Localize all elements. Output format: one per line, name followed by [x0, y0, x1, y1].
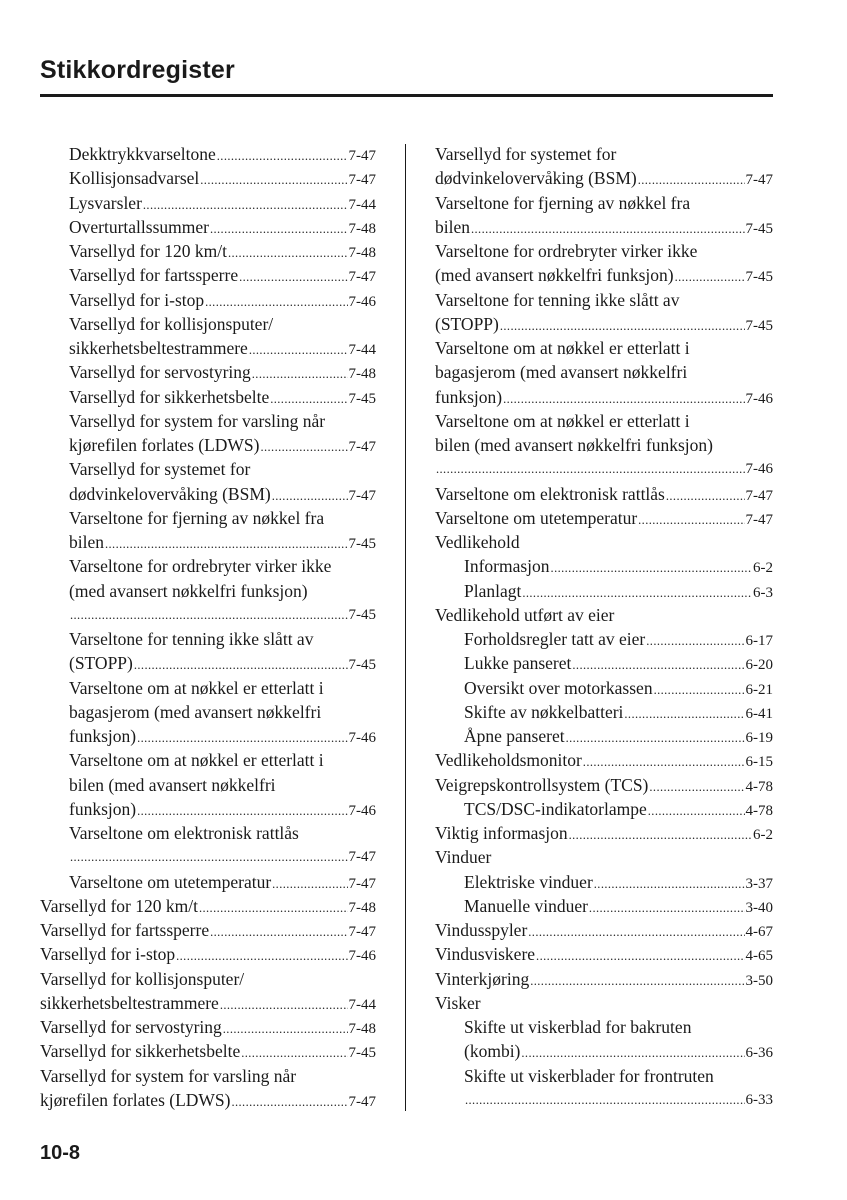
- index-entry-page: 7-46: [745, 461, 773, 478]
- index-entry-page: 6-33: [745, 1091, 773, 1108]
- index-entry: [435, 627, 773, 651]
- index-entry-page: 7-44: [348, 342, 376, 358]
- dot-leader: [205, 290, 347, 312]
- index-entry: [435, 942, 773, 966]
- dot-leader: [70, 845, 348, 869]
- index-entry-term: (kombi): [464, 1041, 521, 1062]
- index-entry-page: 6-20: [745, 657, 773, 674]
- index-heading-line: Varseltone om at nøkkel er etterlatt i: [69, 677, 324, 698]
- index-entry-page: 7-45: [745, 220, 773, 237]
- index-entry-term: Overturtallssummer: [69, 216, 209, 237]
- index-heading-line: Varseltone om elektronisk rattlås: [69, 823, 299, 843]
- index-entry: [40, 1015, 376, 1039]
- index-entry-page: 7-46: [348, 730, 376, 746]
- dot-leader: [675, 265, 745, 287]
- dot-leader: [272, 484, 348, 506]
- dot-leader: [220, 993, 348, 1015]
- index-heading-line: Skifte ut viskerblader for frontruten: [464, 1065, 714, 1086]
- index-entry-term: Vindusspyler: [435, 920, 528, 940]
- dot-leader: [465, 1088, 745, 1112]
- index-entry: [435, 215, 773, 239]
- index-entry-page: 6-2: [753, 560, 773, 577]
- index-entry-page: 7-46: [348, 293, 376, 310]
- index-entry-page: 7-47: [348, 487, 376, 504]
- dot-leader: [223, 1017, 348, 1039]
- dot-leader: [503, 387, 744, 409]
- index-entry: [40, 845, 376, 869]
- index-entry: [435, 554, 773, 578]
- index-entry-page: 7-47: [745, 511, 773, 528]
- dot-leader: [572, 653, 744, 675]
- index-entry-term: Lukke panseret: [464, 653, 572, 674]
- index-entry-page: 6-17: [745, 633, 773, 649]
- index-entry-term: Vinterkjøring: [435, 968, 530, 989]
- index-heading-line: Varseltone for fjerning av nøkkel fra: [435, 192, 691, 213]
- index-entry-term: Skifte av nøkkelbatteri: [464, 701, 624, 722]
- index-entry-page: 7-44: [348, 996, 376, 1013]
- index-entry-page: 7-47: [348, 924, 376, 940]
- index-entry: [435, 506, 773, 530]
- dot-leader: [134, 653, 348, 675]
- index-column-left: [40, 142, 376, 1112]
- index-heading-line: (med avansert nøkkelfri funksjon): [69, 580, 308, 601]
- index-heading-line: Vedlikehold: [435, 532, 520, 552]
- dot-leader: [143, 193, 348, 215]
- index-entry-page: 7-46: [348, 802, 376, 819]
- index-heading-line: Varsellyd for system for varsling når: [69, 410, 326, 431]
- index-column-right: [435, 142, 773, 1112]
- index-heading-line: Varseltone om at nøkkel er etterlatt i: [69, 750, 324, 771]
- index-entry: [435, 457, 773, 481]
- index-entry-term: Varseltone om utetemperatur: [69, 871, 272, 892]
- index-entry-term: Varsellyd for fartssperre: [69, 265, 239, 286]
- dot-leader: [594, 872, 745, 894]
- dot-leader: [231, 1090, 347, 1112]
- dot-leader: [624, 702, 744, 724]
- index-entry-term: Lysvarsler: [69, 192, 142, 213]
- index-entry-term: Veigrepskontrollsystem (TCS): [435, 774, 649, 795]
- index-entry-page: 7-45: [348, 606, 376, 623]
- index-entry-term: Elektriske vinduer: [464, 871, 593, 892]
- index-entry-term: funksjon): [69, 798, 137, 819]
- dot-leader: [646, 629, 744, 651]
- index-entry-term: Planlagt: [464, 580, 522, 601]
- dot-leader: [536, 944, 744, 966]
- index-entry: [435, 1039, 773, 1063]
- column-divider: [405, 144, 406, 1111]
- index-heading-line: Varseltone om at nøkkel er etterlatt i: [435, 410, 690, 431]
- index-entry-term: Viktig informasjon: [435, 823, 568, 843]
- index-entry-page: 7-45: [348, 657, 376, 674]
- index-heading-line: Varsellyd for kollisjonsputer/: [40, 968, 245, 989]
- index-entry: [40, 166, 376, 190]
- index-entry-page: 7-45: [348, 536, 376, 552]
- index-entry-page: 7-46: [348, 948, 376, 965]
- dot-leader: [551, 556, 752, 578]
- index-entry-term: Varsellyd for sikkerhetsbelte: [40, 1041, 241, 1062]
- dot-leader: [638, 508, 744, 530]
- index-entry-page: 7-47: [348, 172, 376, 189]
- dot-leader: [210, 217, 348, 239]
- index-entry-term: (STOPP): [435, 313, 499, 334]
- index-entry-page: 7-44: [348, 196, 376, 213]
- index-heading-line: Varseltone for ordrebryter virker ikke: [435, 241, 698, 261]
- index-heading-line: Varsellyd for systemet for: [435, 144, 617, 164]
- index-entry-term: Varsellyd for servostyring: [69, 362, 251, 383]
- index-entry-page: 7-48: [348, 366, 376, 383]
- index-entry-page: 3-50: [745, 972, 773, 989]
- index-entry-term: Varsellyd for i-stop: [40, 944, 176, 965]
- index-entry-term: Varsellyd for 120 km/t: [40, 895, 198, 916]
- dot-leader: [648, 799, 745, 821]
- index-entry-term: kjørefilen forlates (LDWS): [40, 1089, 231, 1110]
- index-entry: [435, 263, 773, 287]
- index-entry: [435, 312, 773, 336]
- index-entry-term: Varsellyd for i-stop: [69, 289, 205, 310]
- dot-leader: [566, 726, 745, 748]
- index-heading-line: Varseltone for tenning ikke slått av: [435, 289, 680, 310]
- index-entry: [40, 288, 376, 312]
- dot-leader: [260, 435, 347, 457]
- index-entry: [435, 821, 773, 845]
- index-entry-page: 7-45: [348, 390, 376, 407]
- index-entry: [435, 870, 773, 894]
- index-entry-page: 4-78: [745, 778, 773, 795]
- index-heading-line: Varseltone for tenning ikke slått av: [69, 629, 314, 649]
- dot-leader: [272, 872, 347, 894]
- index-heading-line: Varsellyd for systemet for: [69, 459, 251, 480]
- index-entry: [40, 530, 376, 554]
- dot-leader: [654, 678, 745, 700]
- index-entry-term: Varsellyd for sikkerhetsbelte: [69, 386, 270, 407]
- index-entry: [40, 263, 376, 287]
- dot-leader: [137, 726, 347, 748]
- index-entry: [435, 700, 773, 724]
- dot-leader: [471, 217, 745, 239]
- index-entry-term: Informasjon: [464, 556, 550, 577]
- index-entry-term: dødvinkelovervåking (BSM): [435, 168, 637, 189]
- dot-leader: [270, 387, 347, 409]
- index-entry: [435, 579, 773, 603]
- dot-leader: [137, 799, 347, 821]
- dot-leader: [176, 944, 347, 966]
- index-entry-term: Åpne panseret: [464, 726, 565, 746]
- dot-leader: [521, 1041, 744, 1063]
- index-heading-line: Skifte ut viskerblad for bakruten: [464, 1017, 692, 1037]
- index-entry-page: 3-37: [745, 875, 773, 892]
- index-heading-line: Varsellyd for kollisjonsputer/: [69, 313, 274, 334]
- index-entry: [40, 724, 376, 748]
- index-entry: [40, 433, 376, 457]
- index-entry-term: Manuelle vinduer: [464, 895, 588, 916]
- dot-leader: [666, 484, 745, 506]
- index-heading-line: Varsellyd for system for varsling når: [40, 1065, 297, 1086]
- index-entry-page: 6-41: [745, 705, 773, 722]
- index-entry: [435, 166, 773, 190]
- index-entry-term: Varseltone om elektronisk rattlås: [435, 483, 665, 504]
- dot-leader: [241, 1041, 347, 1063]
- index-entry-term: Vindusviskere: [435, 944, 536, 965]
- index-entry-page: 3-40: [745, 899, 773, 916]
- dot-leader: [530, 969, 744, 991]
- index-entry: [40, 1039, 376, 1063]
- index-entry: [40, 142, 376, 166]
- index-entry: [40, 894, 376, 918]
- index-entry: [435, 724, 773, 748]
- index-heading-line: Vinduer: [435, 847, 492, 868]
- index-entry-page: 7-47: [348, 875, 376, 892]
- index-heading-line: bagasjerom (med avansert nøkkelfri: [435, 362, 688, 383]
- index-entry-page: 7-47: [348, 148, 376, 164]
- index-entry-term: funksjon): [435, 386, 503, 407]
- index-entry-page: 7-45: [745, 269, 773, 286]
- index-entry: [40, 797, 376, 821]
- index-entry: [435, 894, 773, 918]
- index-entry: [40, 870, 376, 894]
- index-heading-line: Vedlikehold utført av eier: [435, 604, 615, 625]
- index-heading-line: bilen (med avansert nøkkelfri: [69, 774, 276, 795]
- index-entry-term: bilen: [69, 532, 104, 552]
- index-entry-term: kjørefilen forlates (LDWS): [69, 435, 260, 455]
- index-entry: [40, 918, 376, 942]
- dot-leader: [522, 581, 752, 603]
- index-entry-page: 6-36: [745, 1045, 773, 1062]
- index-entry-page: 7-47: [745, 172, 773, 189]
- dot-leader: [70, 603, 348, 627]
- index-entry: [435, 1088, 773, 1112]
- page-number: 10-8: [40, 1142, 81, 1164]
- dot-leader: [217, 144, 348, 166]
- dot-leader: [589, 896, 745, 918]
- index-entry: [40, 385, 376, 409]
- index-entry-page: 7-48: [348, 1021, 376, 1037]
- index-entry-term: (med avansert nøkkelfri funksjon): [435, 265, 674, 286]
- dot-leader: [436, 457, 745, 481]
- index-entry: [40, 191, 376, 215]
- index-entry: [40, 651, 376, 675]
- index-entry-page: 4-78: [745, 802, 773, 819]
- index-entry-page: 6-15: [745, 754, 773, 771]
- index-entry: [435, 482, 773, 506]
- dot-leader: [500, 314, 745, 336]
- index-entry: [40, 482, 376, 506]
- index-entry-term: (STOPP): [69, 653, 133, 674]
- index-entry: [435, 918, 773, 942]
- index-heading-line: Varseltone om at nøkkel er etterlatt i: [435, 338, 690, 358]
- index-entry: [40, 991, 376, 1015]
- index-entry: [40, 239, 376, 263]
- dot-leader: [649, 775, 744, 797]
- index-entry: [435, 676, 773, 700]
- index-entry: [40, 942, 376, 966]
- index-entry-page: 7-48: [348, 220, 376, 237]
- index-entry-page: 7-48: [348, 245, 376, 261]
- index-entry: [435, 773, 773, 797]
- index-entry-term: bilen: [435, 216, 470, 237]
- index-heading-line: Varseltone for fjerning av nøkkel fra: [69, 507, 325, 528]
- index-entry: [435, 651, 773, 675]
- dot-leader: [252, 362, 348, 384]
- index-heading-line: bilen (med avansert nøkkelfri funksjon): [435, 435, 713, 455]
- index-entry-page: 6-3: [753, 584, 773, 601]
- index-entry-term: Varsellyd for fartssperre: [40, 920, 210, 940]
- index-entry-term: Varsellyd for 120 km/t: [69, 241, 227, 261]
- dot-leader: [638, 168, 745, 190]
- dot-leader: [210, 920, 347, 942]
- index-entry: [435, 748, 773, 772]
- index-entry-page: 7-45: [745, 317, 773, 334]
- index-entry-page: 6-19: [745, 730, 773, 746]
- index-entry: [40, 360, 376, 384]
- dot-leader: [239, 265, 347, 287]
- index-entry-page: 7-48: [348, 899, 376, 916]
- dot-leader: [228, 241, 348, 263]
- index-entry-page: 6-21: [745, 681, 773, 698]
- index-entry-term: funksjon): [69, 726, 137, 746]
- index-heading-line: Visker: [435, 992, 481, 1013]
- index-entry-term: Dekktrykkvarseltone: [69, 144, 216, 164]
- index-entry-page: 4-67: [745, 924, 773, 940]
- index-entry-term: Varseltone om utetemperatur: [435, 507, 638, 528]
- index-heading-line: Varseltone for ordrebryter virker ikke: [69, 556, 332, 577]
- index-entry: [40, 603, 376, 627]
- page-title: Stikkordregister: [40, 56, 235, 84]
- dot-leader: [249, 338, 348, 360]
- dot-leader: [200, 168, 347, 190]
- index-entry-term: dødvinkelovervåking (BSM): [69, 483, 271, 504]
- index-entry: [40, 336, 376, 360]
- index-entry-page: 7-47: [348, 1093, 376, 1110]
- index-entry-term: Oversikt over motorkassen: [464, 677, 653, 698]
- index-entry: [40, 1088, 376, 1112]
- index-heading-line: bagasjerom (med avansert nøkkelfri: [69, 701, 322, 722]
- index-entry-page: 7-47: [348, 269, 376, 286]
- index-entry-page: 7-45: [348, 1045, 376, 1062]
- index-entry-page: 7-47: [745, 487, 773, 504]
- index-entry: [40, 215, 376, 239]
- index-entry-page: 7-47: [348, 439, 376, 455]
- index-entry-term: Forholdsregler tatt av eier: [464, 629, 646, 649]
- index-entry: [435, 385, 773, 409]
- dot-leader: [528, 920, 744, 942]
- title-rule: [40, 94, 773, 97]
- dot-leader: [199, 896, 348, 918]
- dot-leader: [583, 750, 745, 772]
- index-entry-term: sikkerhetsbeltestrammere: [69, 338, 248, 358]
- index-entry-page: 6-2: [753, 827, 773, 843]
- index-entry-term: Varsellyd for servostyring: [40, 1017, 222, 1037]
- index-entry: [435, 967, 773, 991]
- index-entry-page: 7-47: [348, 849, 376, 866]
- index-entry-page: 7-46: [745, 390, 773, 407]
- index-entry-term: sikkerhetsbeltestrammere: [40, 992, 219, 1013]
- index-entry-term: TCS/DSC-indikatorlampe: [464, 798, 647, 819]
- index-entry: [435, 797, 773, 821]
- dot-leader: [569, 823, 752, 845]
- dot-leader: [105, 532, 348, 554]
- index-entry-term: Vedlikeholdsmonitor: [435, 750, 582, 771]
- index-entry-term: Kollisjonsadvarsel: [69, 168, 200, 189]
- index-entry-page: 4-65: [745, 948, 773, 965]
